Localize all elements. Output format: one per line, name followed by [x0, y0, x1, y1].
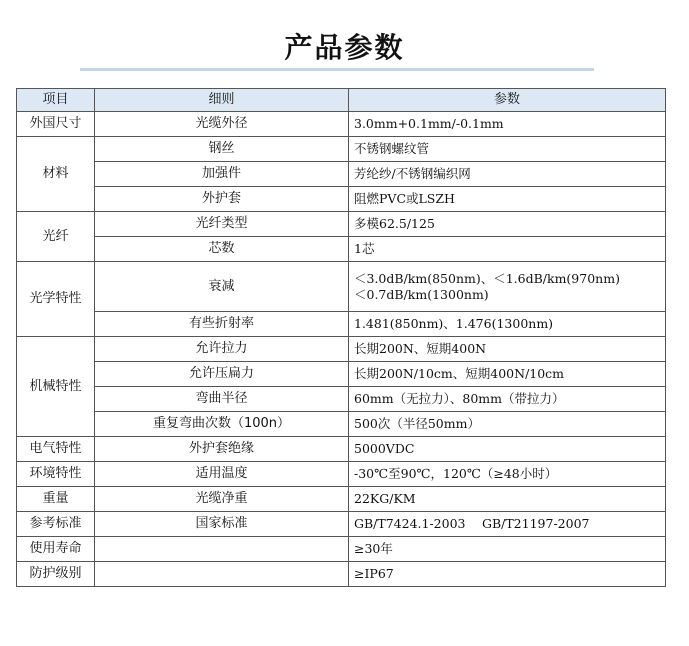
detail-cell: 弯曲半径 — [95, 387, 349, 412]
table-row — [17, 437, 666, 462]
detail-cell: 允许压扁力 — [95, 362, 349, 387]
param-cell: ≥30年 — [349, 537, 666, 562]
table-row — [17, 137, 666, 162]
table-row — [17, 462, 666, 487]
detail-cell: 芯数 — [95, 237, 349, 262]
title-underline — [80, 68, 594, 71]
item-cell: 电气特性 — [17, 437, 95, 462]
detail-cell: 光缆净重 — [95, 487, 349, 512]
param-cell: 不锈钢螺纹管 — [349, 137, 666, 162]
table-row — [17, 262, 666, 312]
detail-cell: 外护套绝缘 — [95, 437, 349, 462]
param-cell: ≥IP67 — [349, 562, 666, 587]
table-row — [17, 487, 666, 512]
param-cell: 5000VDC — [349, 437, 666, 462]
param-cell: 长期200N、短期400N — [349, 337, 666, 362]
table-row — [17, 237, 666, 262]
detail-cell: 有些折射率 — [95, 312, 349, 337]
detail-cell: 重复弯曲次数（100n） — [95, 412, 349, 437]
param-cell: 1芯 — [349, 237, 666, 262]
detail-cell: 光缆外径 — [95, 112, 349, 137]
table-row — [17, 537, 666, 562]
item-cell: 材料 — [17, 137, 95, 212]
table-row — [17, 362, 666, 387]
table-row — [17, 412, 666, 437]
param-cell: 阻燃PVC或LSZH — [349, 187, 666, 212]
param-cell: 多模62.5/125 — [349, 212, 666, 237]
detail-cell: 钢丝 — [95, 137, 349, 162]
table-row — [17, 312, 666, 337]
detail-cell — [95, 562, 349, 587]
item-cell: 机械特性 — [17, 337, 95, 437]
param-cell: 1.481(850nm)、1.476(1300nm) — [349, 312, 666, 337]
table-row — [17, 387, 666, 412]
param-cell: -30℃至90℃，120℃（≥48小时） — [349, 462, 666, 487]
param-cell: 22KG/KM — [349, 487, 666, 512]
detail-cell: 适用温度 — [95, 462, 349, 487]
detail-cell: 允许拉力 — [95, 337, 349, 362]
detail-cell — [95, 537, 349, 562]
header-item: 项目 — [17, 89, 95, 112]
detail-cell: 加强件 — [95, 162, 349, 187]
item-cell: 环境特性 — [17, 462, 95, 487]
param-cell: 长期200N/10cm、短期400N/10cm — [349, 362, 666, 387]
table-row — [17, 562, 666, 587]
param-line: ＜3.0dB/km(850nm)、＜1.6dB/km(970nm) — [354, 270, 620, 286]
item-cell: 外国尺寸 — [17, 112, 95, 137]
table-row — [17, 337, 666, 362]
detail-cell: 衰减 — [95, 262, 349, 312]
table-row — [17, 112, 666, 137]
table-row — [17, 162, 666, 187]
table-row — [17, 512, 666, 537]
param-cell: 500次（半径50mm） — [349, 412, 666, 437]
item-cell: 光纤 — [17, 212, 95, 262]
param-cell: 3.0mm+0.1mm/-0.1mm — [349, 112, 666, 137]
page-title: 产品参数 — [284, 31, 405, 64]
param-cell — [349, 262, 666, 312]
item-cell: 光学特性 — [17, 262, 95, 337]
table-row — [17, 212, 666, 237]
param-line: ＜0.7dB/km(1300nm) — [354, 286, 489, 302]
item-cell: 参考标准 — [17, 512, 95, 537]
detail-cell: 国家标准 — [95, 512, 349, 537]
item-cell: 重量 — [17, 487, 95, 512]
header-param: 参数 — [349, 89, 666, 112]
table-row — [17, 187, 666, 212]
detail-cell: 外护套 — [95, 187, 349, 212]
table-header-row — [17, 89, 666, 112]
detail-cell: 光纤类型 — [95, 212, 349, 237]
param-cell: 芳纶纱/不锈钢编织网 — [349, 162, 666, 187]
item-cell: 使用寿命 — [17, 537, 95, 562]
item-cell: 防护级别 — [17, 562, 95, 587]
spec-table — [16, 88, 666, 587]
param-cell: 60mm（无拉力）、80mm（带拉力） — [349, 387, 666, 412]
header-detail: 细则 — [95, 89, 349, 112]
param-cell: GB/T7424.1-2003 GB/T21197-2007 — [349, 512, 666, 537]
